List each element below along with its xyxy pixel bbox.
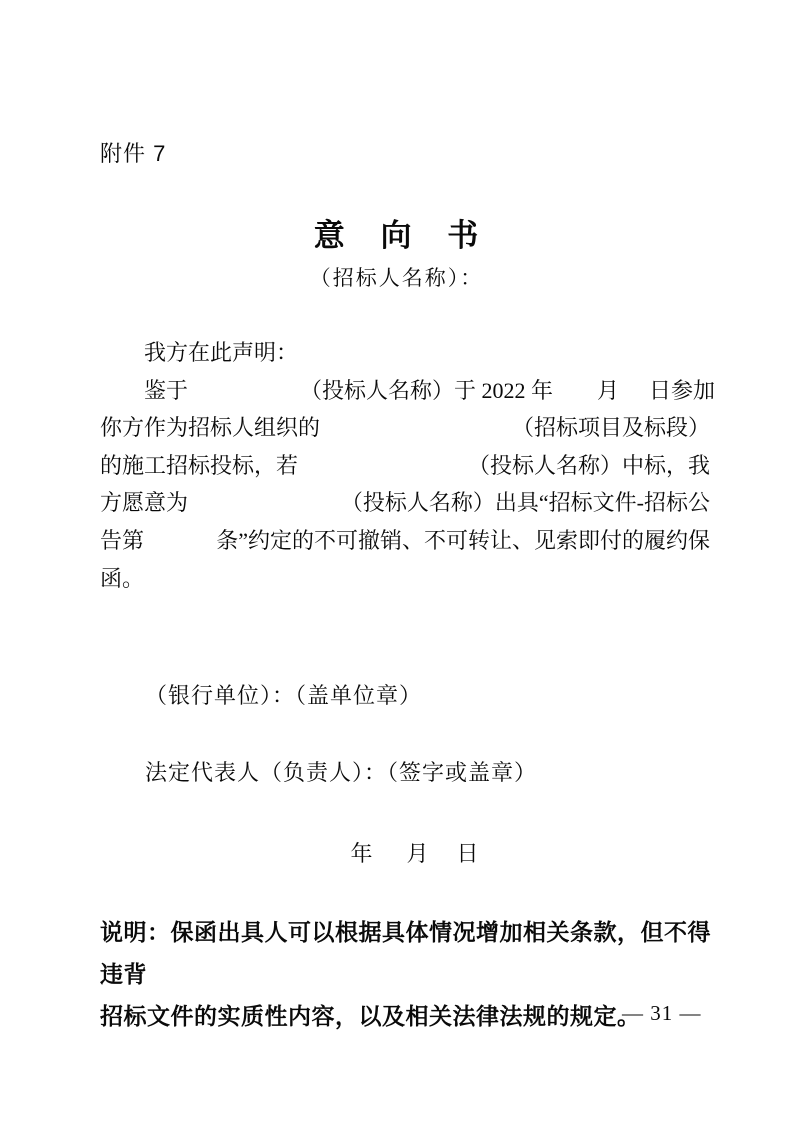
whereas-label: 鉴于 xyxy=(144,377,189,403)
date-day-label: 日 xyxy=(456,841,479,866)
page-number: — 31 — xyxy=(622,1001,702,1025)
bank-signature-line: （银行单位）：（盖单位章） xyxy=(145,683,423,708)
body-line-organizer xyxy=(100,409,710,447)
tender-text: 的施工招标投标，若 xyxy=(100,452,299,478)
body-line-tender xyxy=(100,447,710,485)
body-line-willing xyxy=(100,484,710,522)
winner-placeholder: （投标人名称）中标，我 xyxy=(467,452,710,478)
legal-rep-signature-line: 法定代表人（负责人）：（签字或盖章） xyxy=(145,760,538,785)
bidder-name-placeholder: （投标人名称）于 2022 年 xyxy=(300,377,554,403)
clause-terms-text: 条”约定的不可撤销、不可转让、见索即付的履约保 xyxy=(216,527,710,553)
day-participate-label: 日参加 xyxy=(649,377,716,403)
body-line-end: 函。 xyxy=(100,565,145,591)
addressee-line: （招标人名称）： xyxy=(309,266,484,290)
note-line-1: 说明：保函出具人可以根据具体情况增加相关条款，但不得违背 xyxy=(100,920,711,987)
month-label: 月 xyxy=(597,377,620,403)
date-year-label: 年 xyxy=(350,841,373,866)
willing-text: 方愿意为 xyxy=(100,490,189,516)
attachment-label: 附件 7 xyxy=(100,141,167,166)
body-line-clause xyxy=(100,522,710,560)
note-line-2: 招标文件的实质性内容，以及相关法律法规的规定。 xyxy=(100,1004,641,1029)
body-paragraph xyxy=(100,334,716,597)
date-month-label: 月 xyxy=(406,841,429,866)
issue-guarantee-text: （投标人名称）出具“招标文件-招标公 xyxy=(340,490,710,516)
body-line-whereas xyxy=(100,372,716,410)
document-title: 意 向 书 xyxy=(313,218,480,253)
project-section-placeholder: （招标项目及标段） xyxy=(511,415,710,441)
date-line xyxy=(0,837,793,868)
organizer-text: 你方作为招标人组织的 xyxy=(100,415,321,441)
declaration-line: 我方在此声明： xyxy=(144,340,299,365)
clause-number-label: 告第 xyxy=(100,527,145,553)
